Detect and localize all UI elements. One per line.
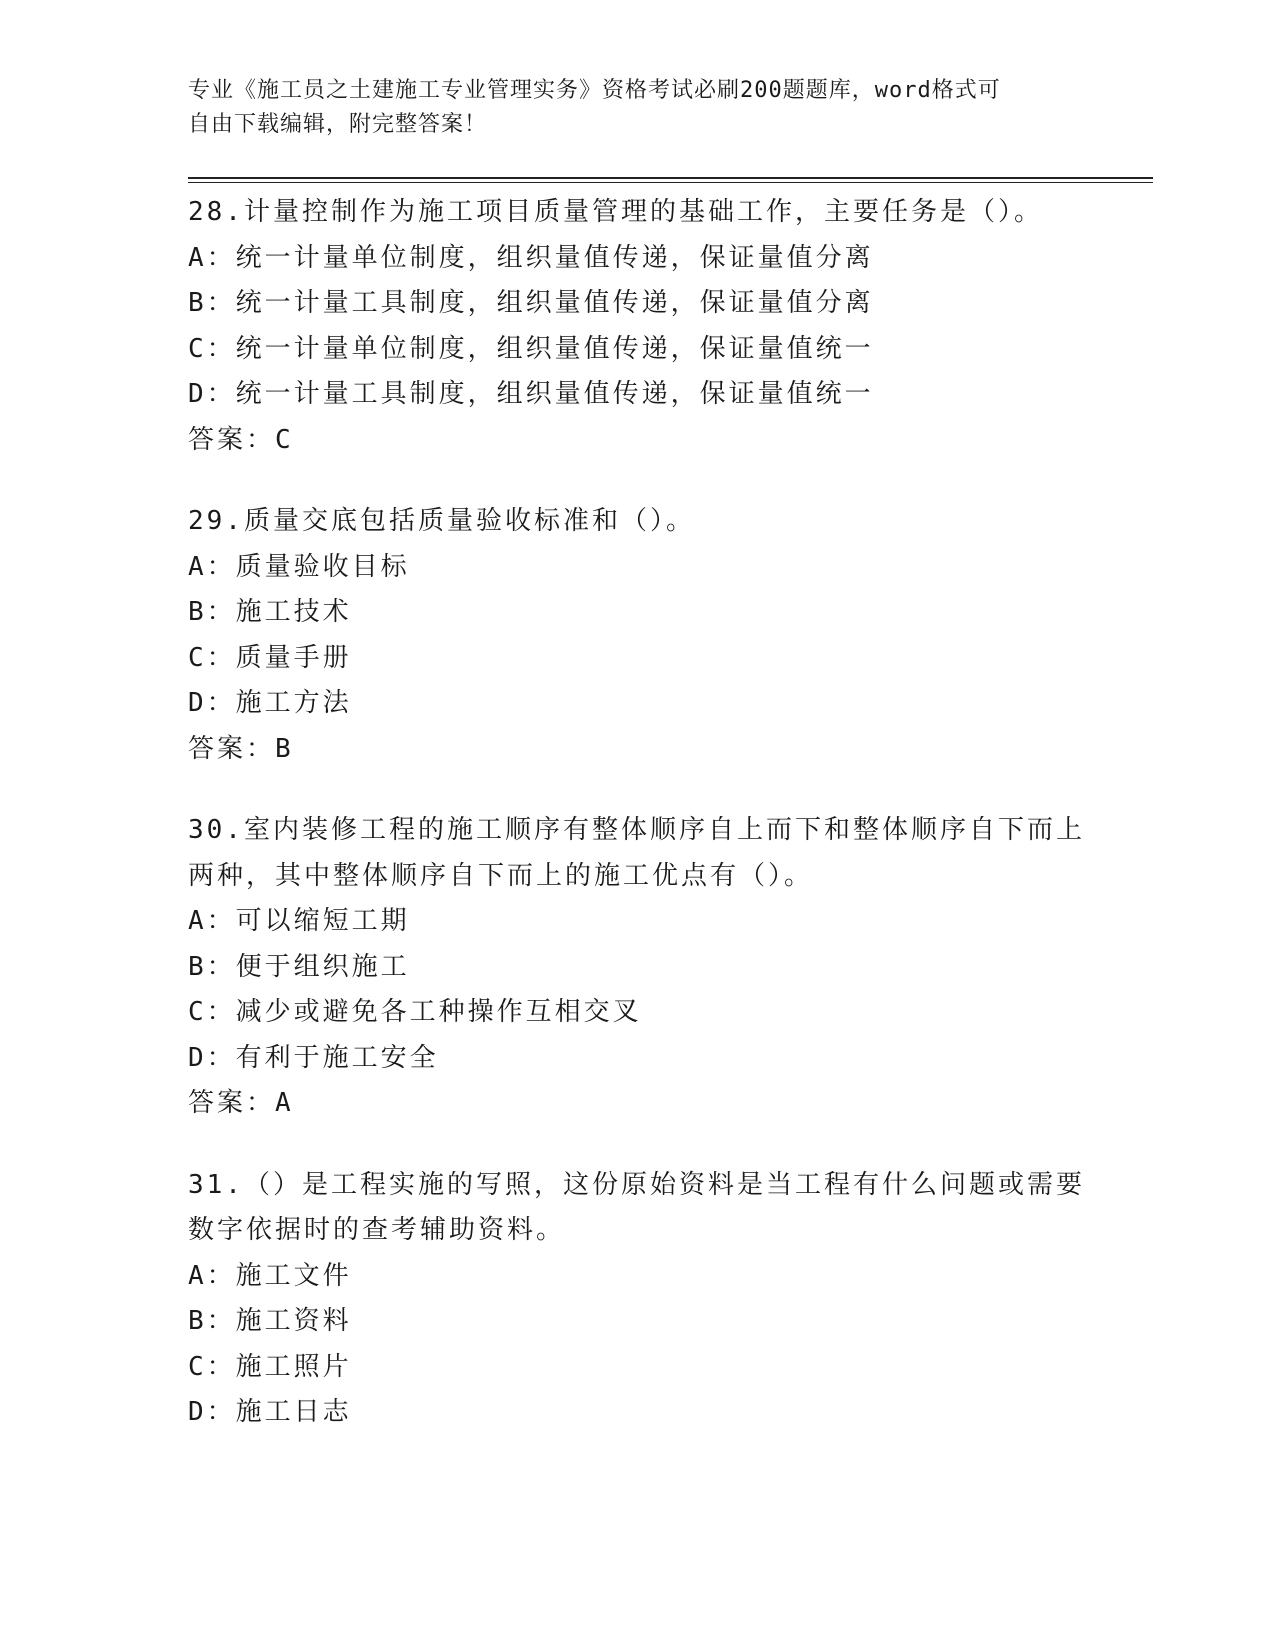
question-stem-line-1: 30.室内装修工程的施工顺序有整体顺序自上而下和整体顺序自下而上	[188, 815, 1085, 845]
header-line-2: 自由下载编辑，附完整答案！	[188, 112, 488, 137]
question-stem-line-2: 数字依据时的查考辅助资料。	[188, 1215, 566, 1245]
question-28	[188, 190, 1088, 463]
option-a: A：施工文件	[188, 1260, 352, 1291]
option-b: B：统一计量工具制度，组织量值传递，保证量值分离	[188, 288, 874, 318]
option-d: D：统一计量工具制度，组织量值传递，保证量值统一	[188, 379, 874, 409]
option-a: A：可以缩短工期	[188, 906, 410, 936]
header-divider-thin	[188, 182, 1153, 183]
option-d: D：施工日志	[188, 1397, 352, 1427]
answer-line: 答案：A	[188, 1088, 294, 1118]
question-stem-line-2: 两种，其中整体顺序自下而上的施工优点有（）。	[188, 860, 814, 891]
question-stem: 28.计量控制作为施工项目质量管理的基础工作，主要任务是（）。	[188, 197, 1043, 227]
option-c: C：施工照片	[188, 1351, 352, 1382]
header-line-1: 专业《施工员之土建施工专业管理实务》资格考试必刷200题题库，word格式可	[188, 78, 1001, 103]
option-d: D：有利于施工安全	[188, 1042, 439, 1073]
option-b: B：便于组织施工	[188, 951, 410, 982]
option-a: A：统一计量单位制度，组织量值传递，保证量值分离	[188, 242, 874, 273]
answer-line: 答案：C	[188, 424, 294, 455]
question-stem-line-1: 31.（）是工程实施的写照，这份原始资料是当工程有什么问题或需要	[188, 1169, 1085, 1200]
option-c: C：质量手册	[188, 642, 352, 673]
option-b: B：施工资料	[188, 1306, 352, 1336]
option-d: D：施工方法	[188, 688, 352, 718]
option-b: B：施工技术	[188, 597, 352, 627]
question-30	[188, 808, 1088, 1127]
answer-line: 答案：B	[188, 733, 294, 764]
option-c: C：减少或避免各工种操作互相交叉	[188, 997, 642, 1027]
document-header	[188, 74, 1088, 142]
option-a: A：质量验收目标	[188, 551, 410, 582]
question-31	[188, 1163, 1088, 1436]
option-c: C：统一计量单位制度，组织量值传递，保证量值统一	[188, 333, 874, 364]
header-divider-thick	[188, 177, 1153, 179]
question-stem: 29.质量交底包括质量验收标准和（）。	[188, 506, 695, 536]
question-29	[188, 499, 1088, 772]
question-list	[188, 190, 1088, 1472]
